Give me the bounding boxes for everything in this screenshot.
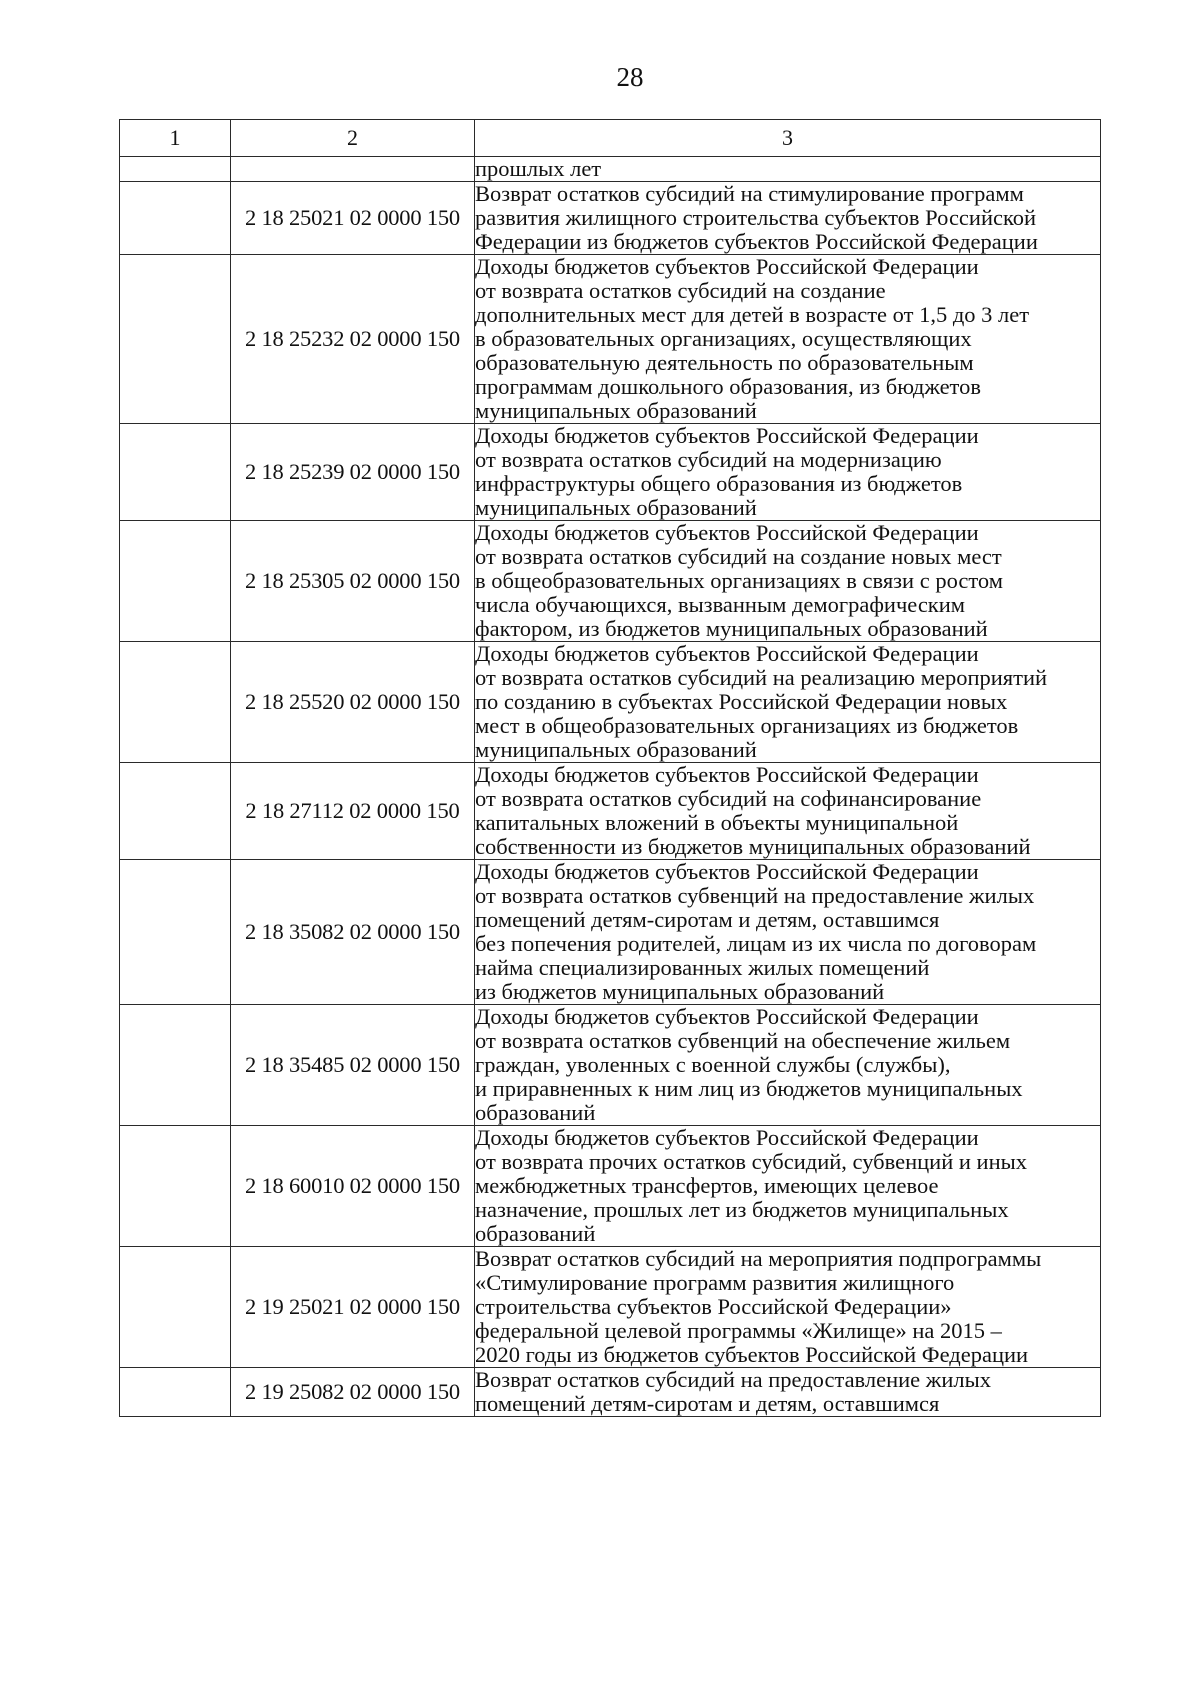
description-line: фактором, из бюджетов муниципальных образований (475, 616, 988, 641)
description-line: Доходы бюджетов субъектов Российской Федерации (475, 520, 979, 545)
table-row (120, 860, 1101, 1005)
description-line: Доходы бюджетов субъектов Российской Федерации (475, 762, 979, 787)
description-line: муниципальных образований (475, 495, 757, 520)
budget-code-cell (231, 157, 475, 182)
row-number-cell (120, 1005, 231, 1126)
table-row (120, 642, 1101, 763)
description-line: Федерации из бюджетов субъектов Российской Федерации (475, 229, 1038, 254)
row-number-cell (120, 424, 231, 521)
description-cell (475, 1005, 1101, 1126)
description-cell (475, 521, 1101, 642)
table-row (120, 424, 1101, 521)
row-number-cell (120, 642, 231, 763)
row-number-cell (120, 157, 231, 182)
header-cell-2: 2 (231, 120, 475, 157)
description-line: образований (475, 1221, 596, 1246)
description-cell (475, 860, 1101, 1005)
description-line: Доходы бюджетов субъектов Российской Федерации (475, 423, 979, 448)
row-number-cell (120, 182, 231, 255)
row-number-cell (120, 255, 231, 424)
table-row (120, 255, 1101, 424)
description-line: от возврата прочих остатков субсидий, субвенций и иных (475, 1149, 1028, 1174)
budget-code-cell: 2 18 25232 02 0000 150 (231, 255, 475, 424)
row-number-cell (120, 1247, 231, 1368)
description-cell (475, 424, 1101, 521)
table-row (120, 1005, 1101, 1126)
table-row (120, 521, 1101, 642)
description-cell (475, 255, 1101, 424)
table-row (120, 1247, 1101, 1368)
header-cell-1: 1 (120, 120, 231, 157)
description-line: муниципальных образований (475, 737, 757, 762)
budget-code-cell: 2 18 27112 02 0000 150 (231, 763, 475, 860)
description-line: из бюджетов муниципальных образований (475, 979, 885, 1004)
description-line: от возврата остатков субсидий на реализацию мероприятий (475, 665, 1048, 690)
description-line: дополнительных мест для детей в возрасте от 1,5 до 3 лет (475, 302, 1030, 327)
budget-code-cell: 2 18 35485 02 0000 150 (231, 1005, 475, 1126)
description-line: образовательную деятельность по образовательным (475, 350, 974, 375)
table-row (120, 182, 1101, 255)
budget-code-cell: 2 18 35082 02 0000 150 (231, 860, 475, 1005)
description-line: муниципальных образований (475, 398, 757, 423)
description-line: от возврата остатков субсидий на софинансирование (475, 786, 982, 811)
page-number: 28 (616, 62, 644, 92)
table-row (120, 1126, 1101, 1247)
budget-code-cell: 2 19 25082 02 0000 150 (231, 1368, 475, 1417)
description-line: программам дошкольного образования, из бюджетов (475, 374, 981, 399)
description-line: 2020 годы из бюджетов субъектов Российской Федерации (475, 1342, 1029, 1367)
description-line: в общеобразовательных организациях в связи с ростом (475, 568, 1003, 593)
description-line: строительства субъектов Российской Федерации» (475, 1294, 952, 1319)
description-cell (475, 182, 1101, 255)
description-cell (475, 1247, 1101, 1368)
description-line: собственности из бюджетов муниципальных образований (475, 834, 1031, 859)
row-number-cell (120, 1368, 231, 1417)
description-line: помещений детям-сиротам и детям, оставшимся (475, 907, 940, 932)
row-number-cell (120, 763, 231, 860)
description-line: мест в общеобразовательных организациях из бюджетов (475, 713, 1019, 738)
budget-code-cell: 2 18 25021 02 0000 150 (231, 182, 475, 255)
row-number-cell (120, 521, 231, 642)
description-line: от возврата остатков субсидий на создание (475, 278, 886, 303)
description-line: образований (475, 1100, 596, 1125)
description-line: Доходы бюджетов субъектов Российской Федерации (475, 254, 979, 279)
description-line: прошлых лет (475, 156, 602, 181)
description-line: Доходы бюджетов субъектов Российской Федерации (475, 859, 979, 884)
description-line: капитальных вложений в объекты муниципальной (475, 810, 959, 835)
budget-codes-table (119, 119, 1101, 1417)
description-cell (475, 642, 1101, 763)
description-line: от возврата остатков субвенций на обеспечение жильем (475, 1028, 1011, 1053)
budget-code-cell: 2 18 25520 02 0000 150 (231, 642, 475, 763)
description-line: «Стимулирование программ развития жилищного (475, 1270, 955, 1295)
row-number-cell (120, 1126, 231, 1247)
description-line: граждан, уволенных с военной службы (службы), (475, 1052, 951, 1077)
description-line: инфраструктуры общего образования из бюджетов (475, 471, 963, 496)
description-line: Возврат остатков субсидий на мероприятия подпрограммы (475, 1246, 1042, 1271)
budget-code-cell: 2 18 60010 02 0000 150 (231, 1126, 475, 1247)
description-cell (475, 1126, 1101, 1247)
table-row (120, 1368, 1101, 1417)
description-line: найма специализированных жилых помещений (475, 955, 930, 980)
description-line: федеральной целевой программы «Жилище» на 2015 – (475, 1318, 1002, 1343)
budget-code-cell: 2 18 25305 02 0000 150 (231, 521, 475, 642)
description-line: без попечения родителей, лицам из их числа по договорам (475, 931, 1037, 956)
description-line: межбюджетных трансфертов, имеющих целевое (475, 1173, 939, 1198)
description-line: Доходы бюджетов субъектов Российской Федерации (475, 641, 979, 666)
row-number-cell (120, 860, 231, 1005)
budget-code-cell: 2 18 25239 02 0000 150 (231, 424, 475, 521)
description-line: от возврата остатков субсидий на создание новых мест (475, 544, 1002, 569)
description-line: от возврата остатков субсидий на модернизацию (475, 447, 942, 472)
table-row (120, 763, 1101, 860)
description-line: числа обучающихся, вызванным демографическим (475, 592, 966, 617)
table-row (120, 157, 1101, 182)
description-line: Возврат остатков субсидий на предоставление жилых (475, 1367, 991, 1392)
header-cell-3: 3 (475, 120, 1101, 157)
description-line: Доходы бюджетов субъектов Российской Федерации (475, 1125, 979, 1150)
description-line: развития жилищного строительства субъектов Российской (475, 205, 1037, 230)
description-line: помещений детям-сиротам и детям, оставшимся (475, 1391, 940, 1416)
description-cell (475, 157, 1101, 182)
description-cell (475, 1368, 1101, 1417)
description-cell (475, 763, 1101, 860)
description-line: и приравненных к ним лиц из бюджетов муниципальных (475, 1076, 1023, 1101)
description-line: Возврат остатков субсидий на стимулирование программ (475, 181, 1024, 206)
description-line: Доходы бюджетов субъектов Российской Федерации (475, 1004, 979, 1029)
description-line: назначение, прошлых лет из бюджетов муниципальных (475, 1197, 1009, 1222)
description-line: по созданию в субъектах Российской Федерации новых (475, 689, 1008, 714)
table-header-row (120, 120, 1101, 157)
description-line: от возврата остатков субвенций на предоставление жилых (475, 883, 1035, 908)
budget-code-cell: 2 19 25021 02 0000 150 (231, 1247, 475, 1368)
description-line: в образовательных организациях, осуществляющих (475, 326, 972, 351)
